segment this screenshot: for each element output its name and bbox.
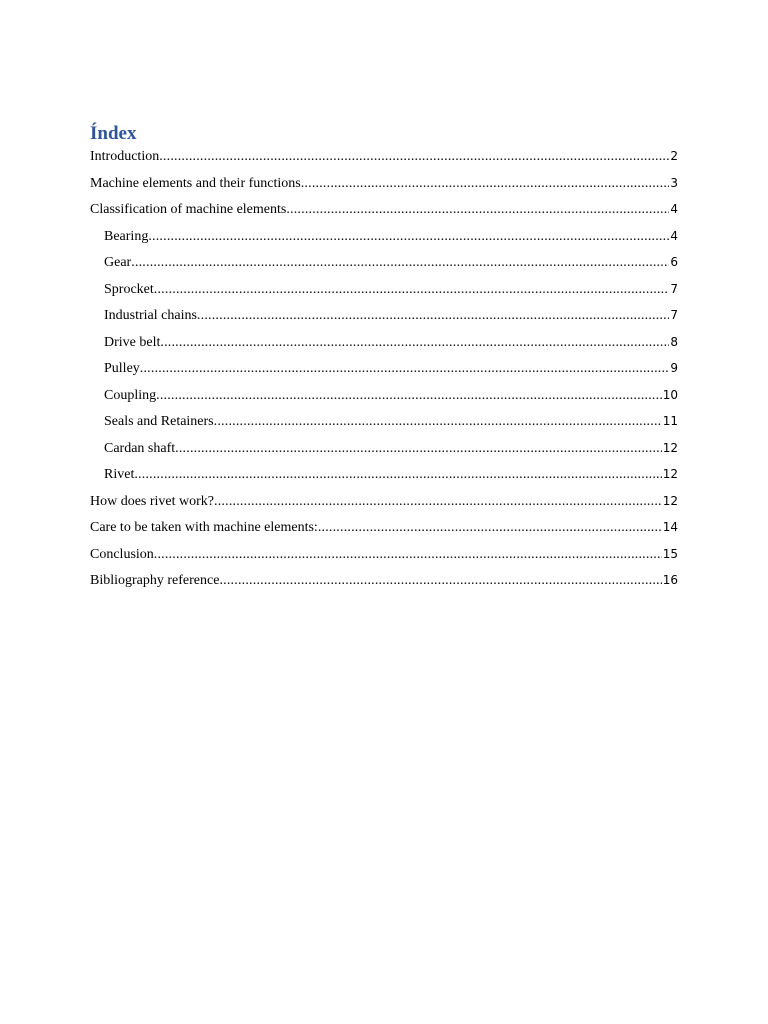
- toc-dot-leader: [214, 494, 662, 510]
- toc-list: [90, 148, 678, 599]
- toc-entry-label: Machine elements and their functions: [90, 175, 301, 191]
- toc-entry-label: Bearing: [104, 228, 149, 244]
- toc-entry[interactable]: [90, 254, 678, 281]
- toc-entry-page-number: 15: [662, 546, 678, 561]
- toc-entry-label: Pulley: [104, 361, 140, 376]
- toc-dot-leader: [134, 467, 661, 483]
- toc-entry-page-number: 8: [670, 334, 678, 349]
- table-of-contents: [90, 122, 678, 599]
- toc-entry-label: Classification of machine elements: [90, 202, 287, 217]
- toc-entry-page-number: 4: [670, 202, 678, 216]
- toc-entry-page-number: 10: [662, 387, 678, 402]
- toc-entry[interactable]: [90, 440, 678, 467]
- toc-dot-leader: [148, 229, 669, 245]
- toc-dot-leader: [301, 176, 670, 192]
- toc-entry-label: Care to be taken with machine elements:: [90, 520, 318, 535]
- toc-entry-label: Coupling: [104, 387, 157, 403]
- toc-dot-leader: [131, 255, 669, 271]
- toc-entry-page-number: 12: [662, 440, 678, 455]
- toc-entry-label: Rivet: [104, 467, 135, 482]
- toc-entry-page-number: 16: [662, 573, 678, 587]
- toc-entry-label: Gear: [104, 255, 132, 270]
- toc-dot-leader: [214, 414, 662, 430]
- toc-entry-page-number: 11: [662, 414, 678, 428]
- toc-entry-page-number: 9: [670, 361, 678, 375]
- toc-dot-leader: [318, 520, 662, 536]
- toc-dot-leader: [140, 361, 670, 377]
- toc-entry-label: Introduction: [90, 149, 160, 164]
- toc-entry-page-number: 7: [670, 281, 678, 296]
- toc-entry[interactable]: [90, 148, 678, 175]
- toc-dot-leader: [175, 441, 662, 457]
- toc-entry[interactable]: [90, 360, 678, 387]
- toc-entry-label: Conclusion: [90, 546, 154, 562]
- toc-entry-label: Cardan shaft: [104, 440, 176, 456]
- toc-dot-leader: [156, 388, 662, 404]
- toc-entry[interactable]: [90, 413, 678, 440]
- toc-entry-page-number: 12: [662, 493, 678, 508]
- toc-entry-label: Industrial chains: [104, 308, 197, 323]
- toc-entry-page-number: 12: [662, 467, 678, 481]
- toc-title: Índex: [90, 123, 137, 144]
- toc-entry-page-number: 14: [662, 520, 678, 534]
- toc-entry[interactable]: [90, 493, 678, 520]
- toc-entry[interactable]: [90, 334, 678, 361]
- toc-dot-leader: [219, 573, 661, 589]
- toc-entry-page-number: 6: [670, 255, 678, 269]
- toc-entry[interactable]: [90, 201, 678, 228]
- toc-entry-page-number: 7: [670, 308, 678, 322]
- toc-entry-label: Sprocket: [104, 281, 154, 297]
- toc-entry[interactable]: [90, 175, 678, 202]
- toc-entry[interactable]: [90, 572, 678, 599]
- toc-entry-label: Seals and Retainers: [104, 414, 214, 429]
- toc-entry-label: Drive belt: [104, 334, 161, 350]
- toc-entry[interactable]: [90, 307, 678, 334]
- toc-dot-leader: [286, 202, 669, 218]
- toc-dot-leader: [154, 547, 662, 563]
- toc-entry-page-number: 4: [670, 228, 678, 243]
- toc-entry[interactable]: [90, 228, 678, 255]
- toc-entry[interactable]: [90, 387, 678, 414]
- toc-entry[interactable]: [90, 466, 678, 493]
- toc-entry-page-number: 3: [670, 175, 678, 190]
- toc-dot-leader: [160, 335, 669, 351]
- toc-entry-page-number: 2: [670, 149, 678, 163]
- toc-entry[interactable]: [90, 546, 678, 573]
- toc-entry-label: How does rivet work?: [90, 493, 215, 509]
- toc-dot-leader: [159, 149, 669, 165]
- toc-entry[interactable]: [90, 519, 678, 546]
- toc-entry-label: Bibliography reference: [90, 573, 220, 588]
- toc-entry[interactable]: [90, 281, 678, 308]
- toc-dot-leader: [197, 308, 669, 324]
- toc-dot-leader: [154, 282, 670, 298]
